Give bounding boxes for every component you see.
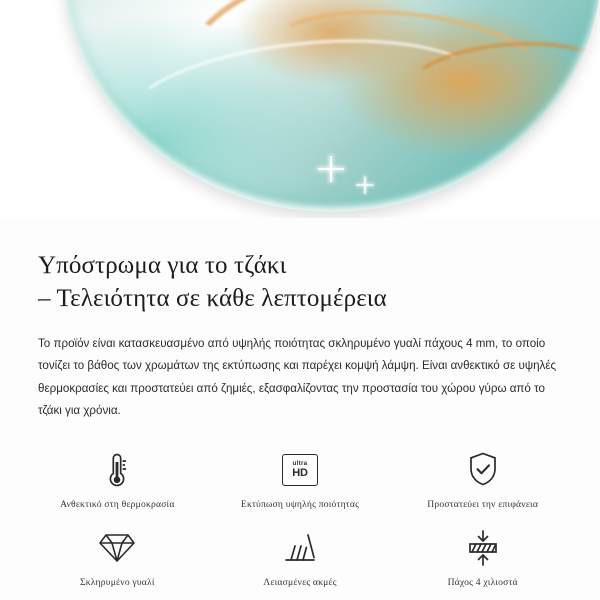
feature-label: Σκληρυμένο γυαλί	[79, 577, 155, 588]
headline-line-1: Υπόστρωμα για το τζάκι	[38, 252, 287, 279]
ultra-hd-icon	[282, 448, 318, 492]
diamond-icon	[98, 526, 136, 570]
hero-image	[0, 0, 600, 218]
feature-label: Λειασμένες ακμές	[263, 577, 337, 588]
feature-grid	[0, 448, 600, 588]
feature-label: Πάχος 4 χιλιοστά	[447, 577, 518, 588]
polished-edges-icon	[282, 526, 318, 570]
feature-item-thickness	[391, 526, 574, 588]
headline-line-2: – Τελειότητα σε κάθε λεπτομέρεια	[38, 284, 387, 312]
page-title	[38, 250, 562, 315]
ultra-hd-badge-bottom: HD	[292, 466, 308, 479]
feature-item-tempered-glass	[26, 526, 209, 588]
feature-label: Προστατεύει την επιφάνεια	[427, 499, 539, 510]
marble-glass-disc	[62, 0, 600, 212]
description-paragraph: Το προϊόν είναι κατασκευασμένο από υψηλής ποιότητας σκληρυμένο γυαλί πάχους 4 mm, το οποίο τονίζει το βάθος των χρωμάτων της εκτύπωσης και παρέχει κομψή λάμψη. Είναι ανθεκτικό σε υψηλές θερμοκρασίες και προστατεύει από ζημιές, εξασφαλίζοντας την προστασία του χώρου γύρω από το τζάκι για χρόνια.	[38, 337, 557, 417]
thickness-arrows-icon	[464, 526, 502, 570]
feature-label: Εκτύπωση υψηλής ποιότητας	[240, 499, 360, 510]
feature-item-surface-protection	[391, 448, 574, 510]
feature-item-polished-edges	[209, 526, 392, 588]
shield-check-icon	[466, 448, 500, 492]
ultra-hd-badge-top: ultra	[292, 460, 308, 468]
feature-item-print-quality	[209, 448, 392, 510]
thermometer-icon	[104, 448, 130, 492]
text-content	[0, 218, 600, 422]
feature-label: Ανθεκτικό στη θερμοκρασία	[60, 499, 175, 510]
feature-item-temperature	[26, 448, 209, 510]
